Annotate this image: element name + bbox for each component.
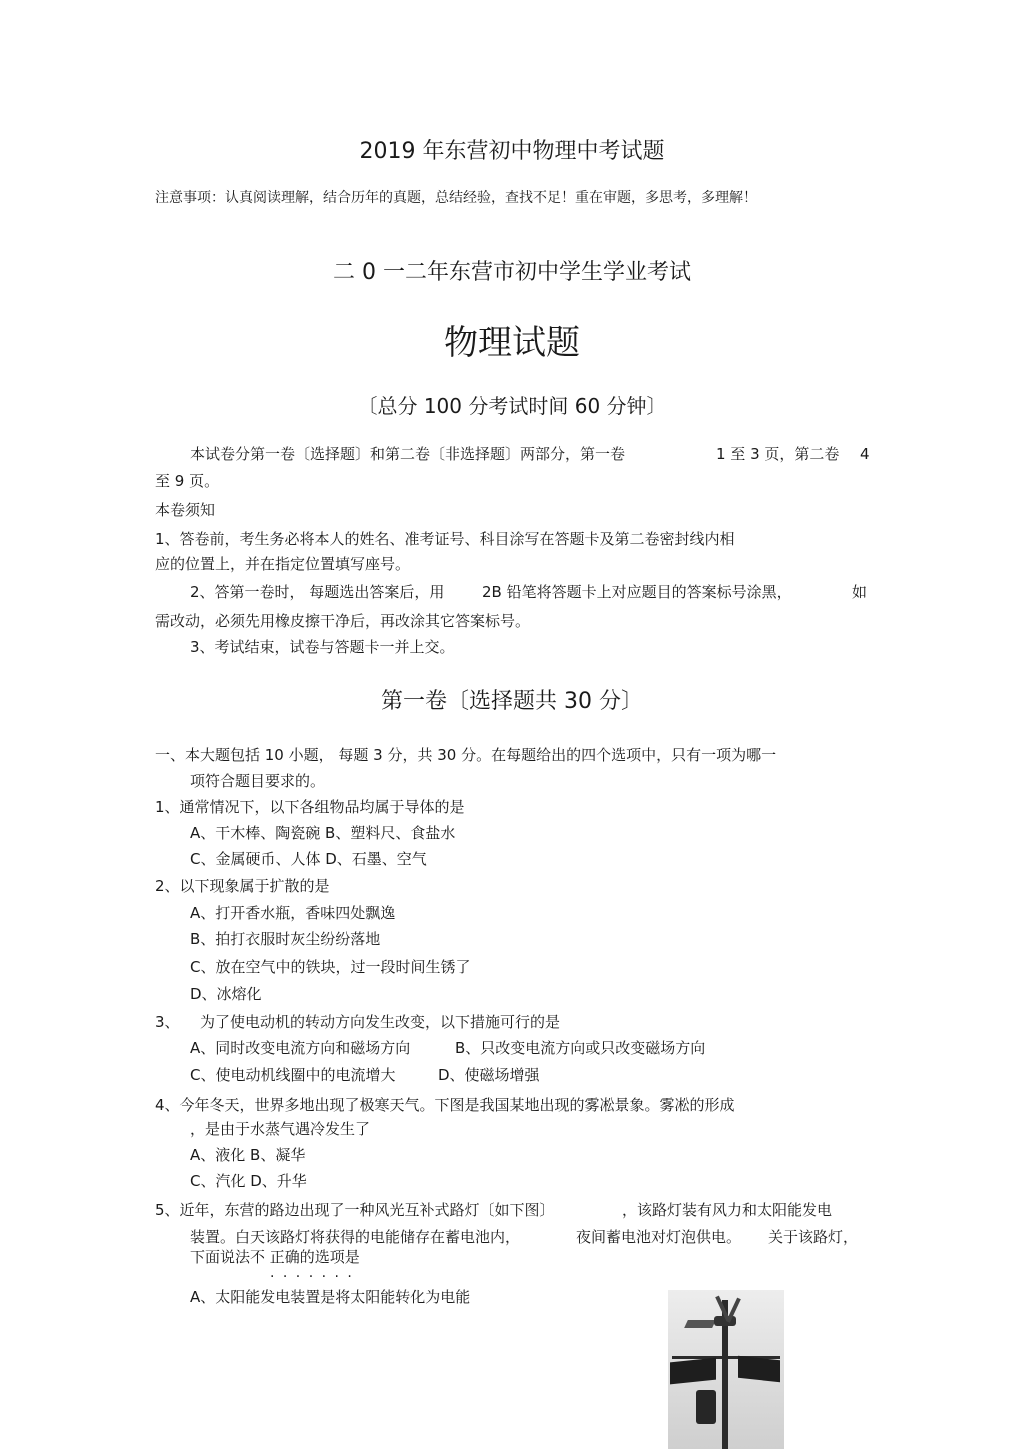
q1-stem: 1、通常情况下，以下各组物品均属于导体的是 — [155, 798, 465, 816]
intro-p1-a: 本试卷分第一卷〔选择题〕和第二卷〔非选择题〕两部分，第一卷 — [190, 445, 626, 463]
q3-stem: 为了使电动机的转动方向发生改变，以下措施可行的是 — [200, 1013, 561, 1031]
rule-1-b: 应的位置上，并在指定位置填写座号。 — [155, 555, 411, 573]
q2-option-d: D、冰熔化 — [190, 985, 262, 1003]
q4-options-row1: A、液化 B、凝华 — [190, 1146, 306, 1164]
intro-p1-c: 4 — [860, 445, 870, 463]
q3-option-a: A、同时改变电流方向和磁场方向 — [190, 1039, 411, 1057]
q3-option-b: B、只改变电流方向或只改变磁场方向 — [455, 1039, 706, 1057]
rule-1-a: 1、答卷前，考生务必将本人的姓名、准考证号、科目涂写在答题卡及第二卷密封线内相 — [155, 530, 735, 548]
section1-instr-a: 一、本大题包括 10 小题， 每题 3 分，共 30 分。在每题给出的四个选项中，只有一项为哪一 — [155, 746, 777, 764]
q4-stem-2: ，是由于水蒸气遇冷发生了 — [190, 1120, 371, 1138]
q4-stem-1: 4、今年冬天，世界多地出现了极寒天气。下图是我国某地出现的雾凇景象。雾凇的形成 — [155, 1096, 735, 1114]
q3-number: 3、 — [155, 1013, 180, 1031]
rules-heading: 本卷须知 — [155, 501, 216, 519]
exam-name: 二 0 一二年东营市初中学生学业考试 — [333, 260, 691, 285]
q1-options-row1: A、干木棒、陶瓷碗 B、塑料尺、食盐水 — [190, 824, 456, 842]
notice-line: 注意事项：认真阅读理解，结合历年的真题，总结经验，查找不足！重在审题，多思考，多理解！ — [155, 190, 757, 206]
q5-stem-1b: ，该路灯装有风力和太阳能发电 — [622, 1201, 833, 1219]
rule-3: 3、考试结束，试卷与答题卡一并上交。 — [190, 638, 455, 656]
q3-option-c: C、使电动机线圈中的电流增大 — [190, 1066, 396, 1084]
q5-stem-1a: 5、近年，东营的路边出现了一种风光互补式路灯〔如下图〕 — [155, 1201, 555, 1219]
q2-stem: 2、以下现象属于扩散的是 — [155, 877, 330, 895]
q4-options-row2: C、汽化 D、升华 — [190, 1172, 307, 1190]
q1-options-row2: C、金属硬币、人体 D、石墨、空气 — [190, 850, 427, 868]
q2-option-c: C、放在空气中的铁块，过一段时间生锈了 — [190, 958, 471, 976]
exam-meta: 〔总分 100 分考试时间 60 分钟〕 — [357, 394, 667, 418]
q3-option-d: D、使磁场增强 — [438, 1066, 540, 1084]
q5-option-a: A、太阳能发电装置是将太阳能转化为电能 — [190, 1288, 471, 1306]
q5-stem-2b: 夜间蓄电池对灯泡供电。 — [576, 1228, 742, 1246]
rule-2-a: 2、答第一卷时， 每题选出答案后，用 — [190, 583, 445, 601]
wind-solar-streetlight-icon — [668, 1290, 784, 1449]
q5-stem-2c: 关于该路灯， — [768, 1228, 859, 1246]
section1-instr-b: 项符合题目要求的。 — [190, 772, 326, 790]
q2-option-a: A、打开香水瓶，香味四处飘逸 — [190, 904, 396, 922]
q5-emphasis-dots: · · · · · · · — [270, 1269, 354, 1285]
section1-title: 第一卷〔选择题共 30 分〕 — [381, 689, 643, 714]
q5-stem-3: 下面说法不 正确的选项是 — [190, 1248, 360, 1266]
q2-option-b: B、拍打衣服时灰尘纷纷落地 — [190, 930, 381, 948]
intro-p1-d: 至 9 页。 — [155, 472, 220, 490]
subject-title: 物理试题 — [444, 323, 580, 363]
intro-p1-b: 1 至 3 页，第二卷 — [716, 445, 840, 463]
rule-2-b: 2B 铅笔将答题卡上对应题目的答案标号涂黑， — [482, 583, 792, 601]
rule-2-d: 需改动，必须先用橡皮擦干净后，再改涂其它答案标号。 — [155, 612, 531, 630]
q5-stem-2a: 装置。白天该路灯将获得的电能储存在蓄电池内， — [190, 1228, 521, 1246]
rule-2-c: 如 — [852, 583, 868, 601]
doc-title: 2019 年东营初中物理中考试题 — [359, 139, 665, 164]
